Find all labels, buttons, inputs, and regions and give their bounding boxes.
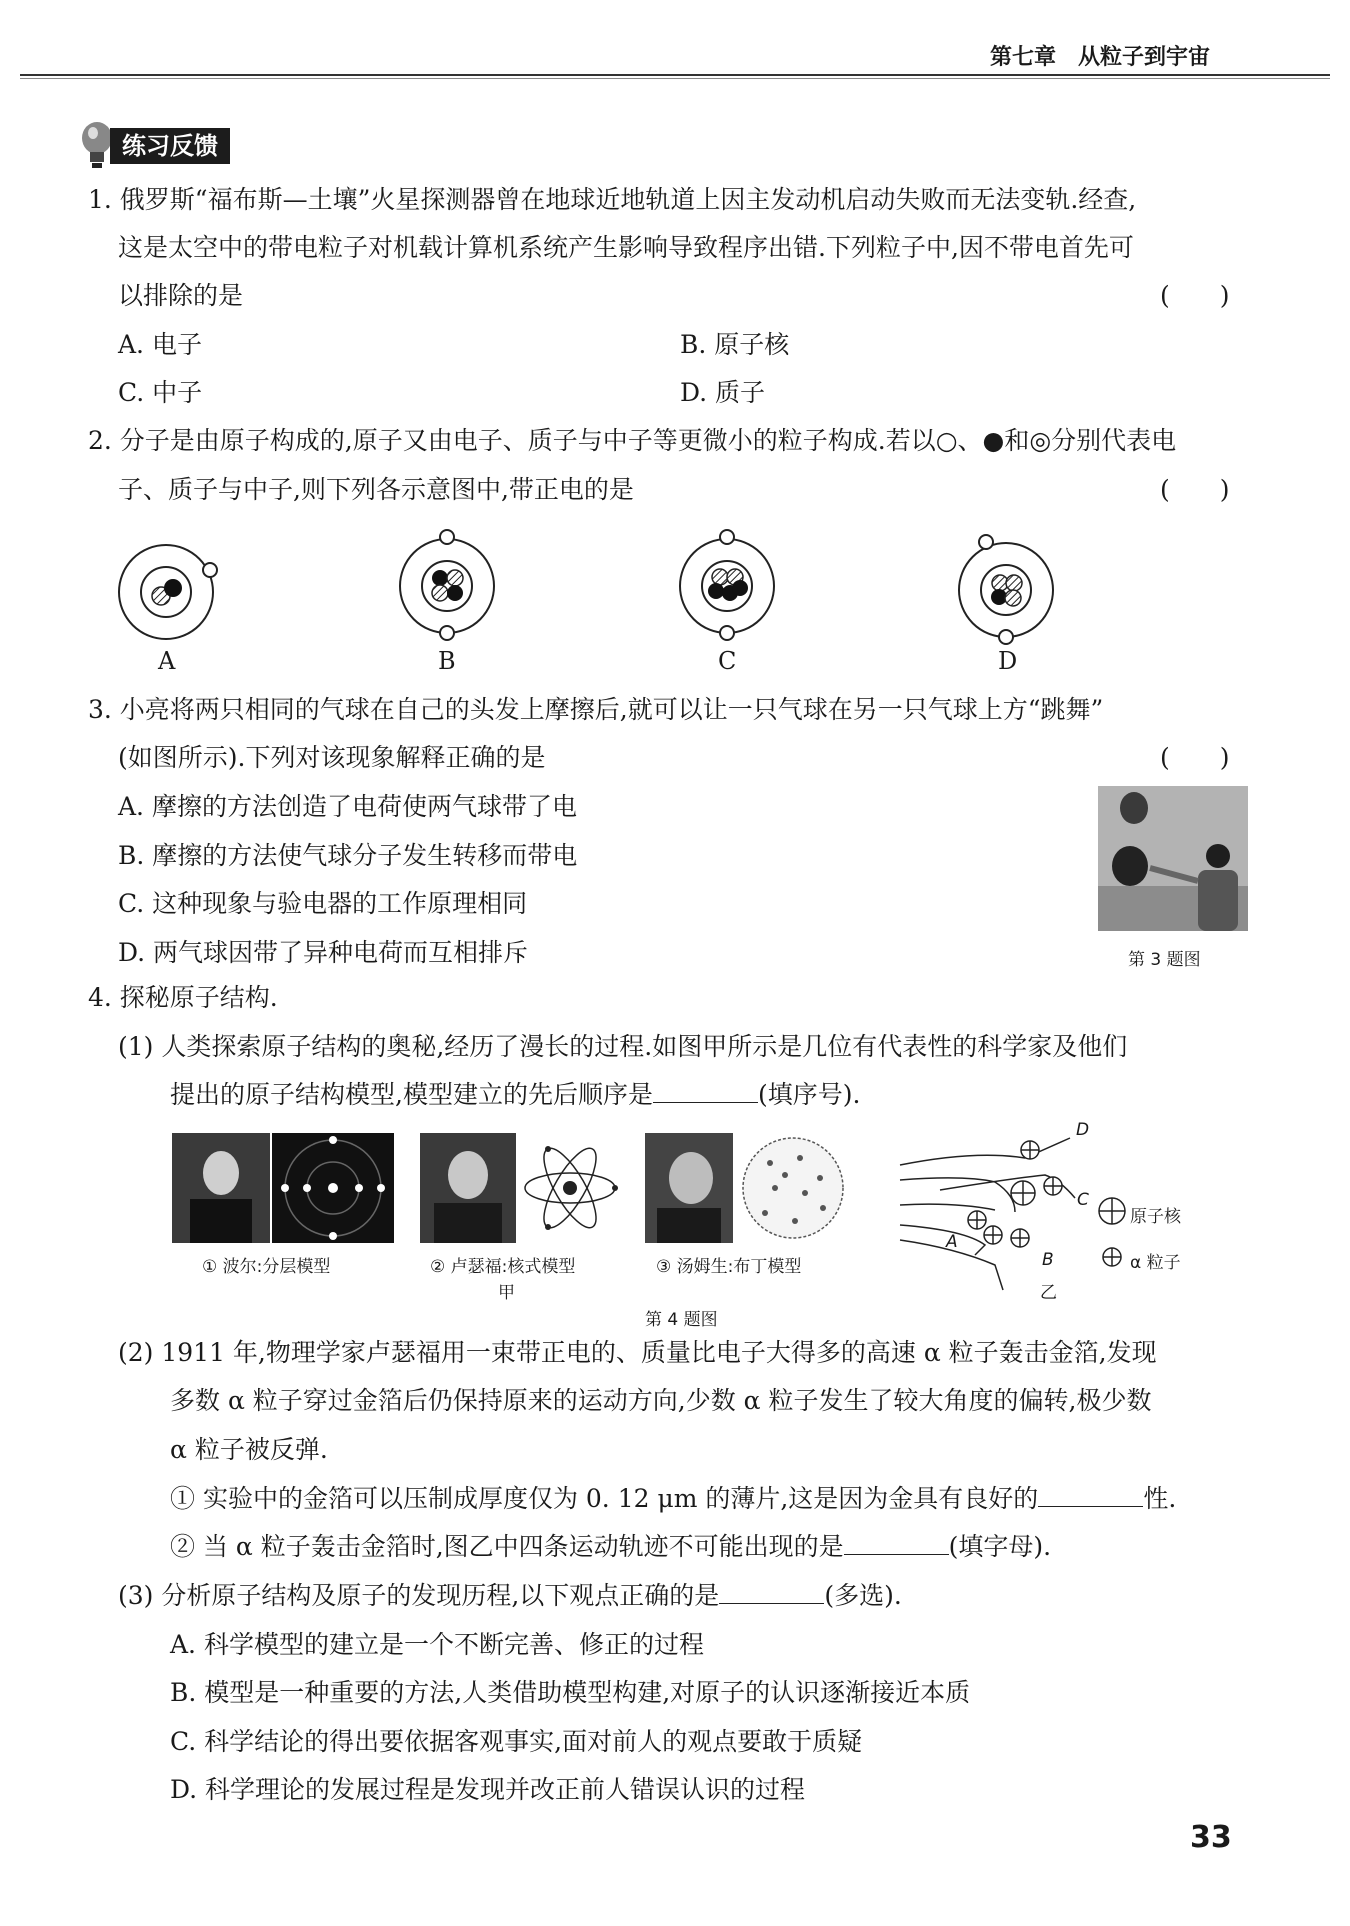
q4-part2-sub2-blank[interactable] <box>844 1554 949 1555</box>
q3-answer-paren: ( ) <box>1160 743 1230 772</box>
q2-line2: 子、质子与中子,则下列各示意图中,带正电的是 <box>118 475 634 504</box>
q4-part1-answer-blank[interactable] <box>653 1102 758 1103</box>
atom-diagram-b <box>400 530 494 640</box>
q3-option-d: D. 两气球因带了异种电荷而互相排斥 <box>118 938 529 967</box>
figure-jia-label: 甲 <box>498 1283 515 1303</box>
q4-title: 4. 探秘原子结构. <box>88 983 278 1012</box>
q2-label-d: D <box>998 647 1018 675</box>
q1-line3: 以排除的是 <box>118 281 244 310</box>
q4-part2-sub2: ② 当 α 粒子轰击金箔时,图乙中四条运动轨迹不可能出现的是 (填字母). <box>170 1532 1052 1561</box>
track-label-c: C <box>1077 1190 1089 1210</box>
q3-option-c: C. 这种现象与验电器的工作原理相同 <box>118 889 528 918</box>
atom-diagram-a <box>119 545 217 639</box>
q3-balloon-photo <box>1098 786 1248 931</box>
q3-figure-caption: 第 3 题图 <box>1128 950 1201 970</box>
track-label-b: B <box>1042 1250 1054 1270</box>
q4-part2-line2: 多数 α 粒子穿过金箔后仍保持原来的运动方向,少数 α 粒子发生了较大角度的偏转,极少数 <box>170 1386 1152 1415</box>
q2-atom-diagrams <box>0 520 1350 680</box>
q3-option-b: B. 摩擦的方法使气球分子发生转移而带电 <box>118 841 578 870</box>
q4-part2-line3: α 粒子被反弹. <box>170 1435 328 1464</box>
track-label-d: D <box>1076 1120 1090 1140</box>
lightbulb-icon <box>80 120 114 170</box>
q4-option-a: A. 科学模型的建立是一个不断完善、修正的过程 <box>170 1630 704 1659</box>
q4-part3-stem: (3) 分析原子结构及原子的发现历程,以下观点正确的是 (多选). <box>118 1581 902 1610</box>
rutherford-figure <box>420 1133 620 1248</box>
q3-line1: 3. 小亮将两只相同的气球在自己的头发上摩擦后,就可以让一只气球在另一只气球上方“跳舞” <box>88 695 1104 724</box>
q3-option-a: A. 摩擦的方法创造了电荷使两气球带了电 <box>118 792 577 821</box>
header-rule-thin <box>20 78 1330 79</box>
section-title: 练习反馈 <box>110 128 230 164</box>
track-label-a: A <box>946 1232 958 1252</box>
q2-line1: 2. 分子是由原子构成的,原子又由电子、质子与中子等更微小的粒子构成.若以○、●和◎分别代表电 <box>88 426 1177 455</box>
q1-line2: 这是太空中的带电粒子对机载计算机系统产生影响导致程序出错.下列粒子中,因不带电首先可 <box>118 233 1134 262</box>
thomson-caption: ③ 汤姆生:布丁模型 <box>656 1257 802 1277</box>
atom-diagram-d <box>959 535 1053 644</box>
q1-option-a: A. 电子 <box>118 330 202 359</box>
q4-part2-sub1: ① 实验中的金箔可以压制成厚度仅为 0. 12 μm 的薄片,这是因为金具有良好的 性. <box>170 1484 1177 1513</box>
atom-diagram-c <box>680 530 774 640</box>
page-number: 33 <box>1190 1820 1232 1855</box>
q4-part3-blank[interactable] <box>719 1603 824 1604</box>
q4-figure-caption: 第 4 题图 <box>645 1310 718 1330</box>
chapter-header: 第七章 从粒子到宇宙 <box>990 45 1211 70</box>
q4-option-d: D. 科学理论的发展过程是发现并改正前人错误认识的过程 <box>170 1775 806 1804</box>
header-rule <box>20 74 1330 76</box>
q3-line2: (如图所示).下列对该现象解释正确的是 <box>118 743 546 772</box>
q1-line1: 1. 俄罗斯“福布斯—土壤”火星探测器曾在地球近地轨道上因主发动机启动失败而无法变轨.经查, <box>88 185 1137 214</box>
bohr-figure <box>172 1133 397 1248</box>
bohr-caption: ① 波尔:分层模型 <box>202 1257 331 1277</box>
thomson-figure <box>645 1133 850 1248</box>
q2-label-c: C <box>718 647 737 675</box>
figure-yi-label: 乙 <box>1040 1283 1057 1303</box>
q4-option-b: B. 模型是一种重要的方法,人类借助模型构建,对原子的认识逐渐接近本质 <box>170 1678 971 1707</box>
rutherford-caption: ② 卢瑟福:核式模型 <box>430 1257 576 1277</box>
legend-alpha-label: α 粒子 <box>1130 1253 1181 1273</box>
q1-option-b: B. 原子核 <box>680 330 790 359</box>
q1-option-d: D. 质子 <box>680 378 766 407</box>
q4-part2-sub1-blank[interactable] <box>1038 1506 1143 1507</box>
q2-label-a: A <box>158 647 176 675</box>
q4-option-c: C. 科学结论的得出要依据客观事实,面对前人的观点要敢于质疑 <box>170 1727 863 1756</box>
q1-option-c: C. 中子 <box>118 378 203 407</box>
q1-answer-paren: ( ) <box>1160 281 1230 310</box>
q2-label-b: B <box>438 647 456 675</box>
q4-part2-line1: (2) 1911 年,物理学家卢瑟福用一束带正电的、质量比电子大得多的高速 α 粒子轰击金箔,发现 <box>118 1338 1157 1367</box>
q4-part1-line2: 提出的原子结构模型,模型建立的先后顺序是 (填序号). <box>170 1080 861 1109</box>
q4-part1-line1: (1) 人类探索原子结构的奥秘,经历了漫长的过程.如图甲所示是几位有代表性的科学家及他们 <box>118 1032 1128 1061</box>
legend-nucleus-label: 原子核 <box>1130 1207 1181 1227</box>
q2-answer-paren: ( ) <box>1160 475 1230 504</box>
